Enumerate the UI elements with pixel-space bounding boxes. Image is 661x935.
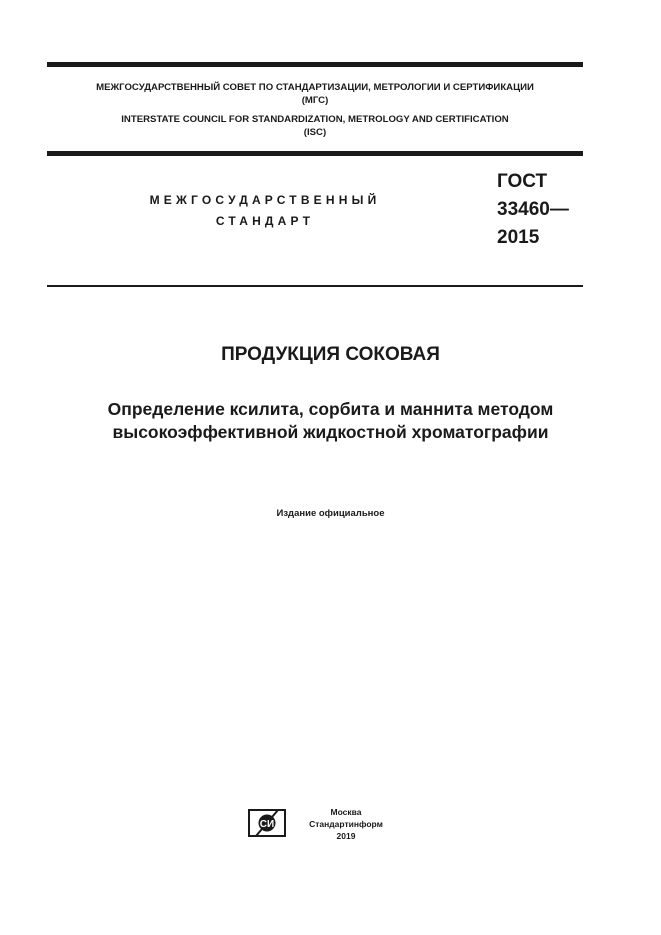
council-abbr-en: (ISC) xyxy=(303,127,327,138)
top-rule xyxy=(47,62,583,67)
publisher-year: 2019 xyxy=(336,831,356,841)
edition-note: Издание официальное xyxy=(276,508,385,519)
logo-text: СИ xyxy=(259,819,275,830)
council-name-ru: МЕЖГОСУДАРСТВЕННЫЙ СОВЕТ ПО СТАНДАРТИЗАЦИИ, МЕТРОЛОГИИ И СЕРТИФИКАЦИИ xyxy=(96,82,534,93)
standartinform-logo-icon xyxy=(248,809,286,837)
standard-bottom-rule xyxy=(47,285,583,287)
standard-kind-line2: СТАНДАРТ xyxy=(215,214,315,228)
document-subtitle-line1: Определение ксилита, сорбита и маннита методом xyxy=(107,399,554,419)
publisher-city: Москва xyxy=(330,807,362,817)
publisher-name: Стандартинформ xyxy=(309,819,383,829)
council-name-en: INTERSTATE COUNCIL FOR STANDARDIZATION, METROLOGY AND CERTIFICATION xyxy=(121,114,509,125)
header-bottom-rule xyxy=(47,151,583,156)
document-title: ПРОДУКЦИЯ СОКОВАЯ xyxy=(221,344,440,365)
gost-number: ГОСТ 33460— 2015 xyxy=(497,171,569,248)
publisher-block xyxy=(296,806,396,842)
council-abbr-ru: (МГС) xyxy=(301,95,329,106)
document-subtitle-line2: высокоэффективной жидкостной хроматографии xyxy=(112,422,549,442)
standard-kind-line1: МЕЖГОСУДАРСТВЕННЫЙ xyxy=(149,193,381,207)
